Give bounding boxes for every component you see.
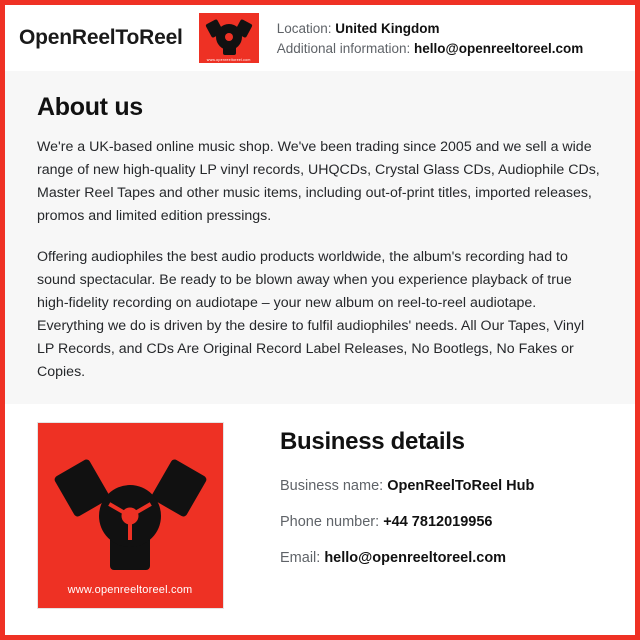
phone-number-row	[280, 514, 605, 530]
additional-info-row	[277, 41, 584, 56]
business-name-label: Business name:	[280, 478, 384, 494]
email-value[interactable]: hello@openreeltoreel.com	[324, 550, 507, 566]
phone-number-value[interactable]: +44 7812019956	[383, 514, 493, 530]
location-row	[277, 21, 584, 36]
email-row	[280, 550, 605, 566]
location-value: United Kingdom	[335, 20, 440, 36]
brand-logo-caption: www.openreeltoreel.com	[206, 58, 251, 62]
business-logo-caption: www.openreeltoreel.com	[67, 584, 193, 596]
brand-logo-icon	[199, 13, 259, 63]
brand-title: OpenReelToReel	[19, 26, 183, 49]
about-section	[5, 71, 635, 404]
business-details-title: Business details	[280, 428, 465, 455]
business-details-section	[5, 404, 635, 635]
about-title: About us	[37, 93, 143, 121]
location-label: Location:	[276, 20, 332, 36]
header-info	[277, 21, 584, 56]
about-paragraph-1: We're a UK-based online music shop. We've been trading since 2005 and we sell a wide range of new high-quality LP vinyl records, UHQCDs, Crystal Glass CDs, Audiophile CDs, Master Reel Tapes and other music items, including out-of-print titles, imported releases, promos and limited edition pressings.	[37, 139, 600, 224]
business-logo-wrapper	[35, 422, 225, 609]
email-label: Email:	[280, 550, 321, 566]
about-paragraph-2: Offering audiophiles the best audio products worldwide, the album's recording had to sound spectacular. Be ready to be blown away when you experience playback of true high-fidelity recording on audiotape – your new album on reel-to-reel audiotape. Everything we do is driven by the desire to fulfil audiophiles' needs. All Our Tapes, Vinyl LP Records, and CDs Are Original Record Label Releases, No Bootlegs, No Fakes or Copies.	[37, 249, 585, 380]
phone-number-label: Phone number:	[280, 514, 380, 530]
page-header	[5, 5, 635, 71]
additional-info-label: Additional information:	[276, 40, 411, 56]
additional-info-value[interactable]: hello@openreeltoreel.com	[414, 40, 584, 56]
business-name-row	[280, 478, 605, 494]
business-logo-icon	[37, 422, 224, 609]
business-details-text	[225, 422, 605, 586]
business-name-value: OpenReelToReel Hub	[387, 478, 535, 494]
